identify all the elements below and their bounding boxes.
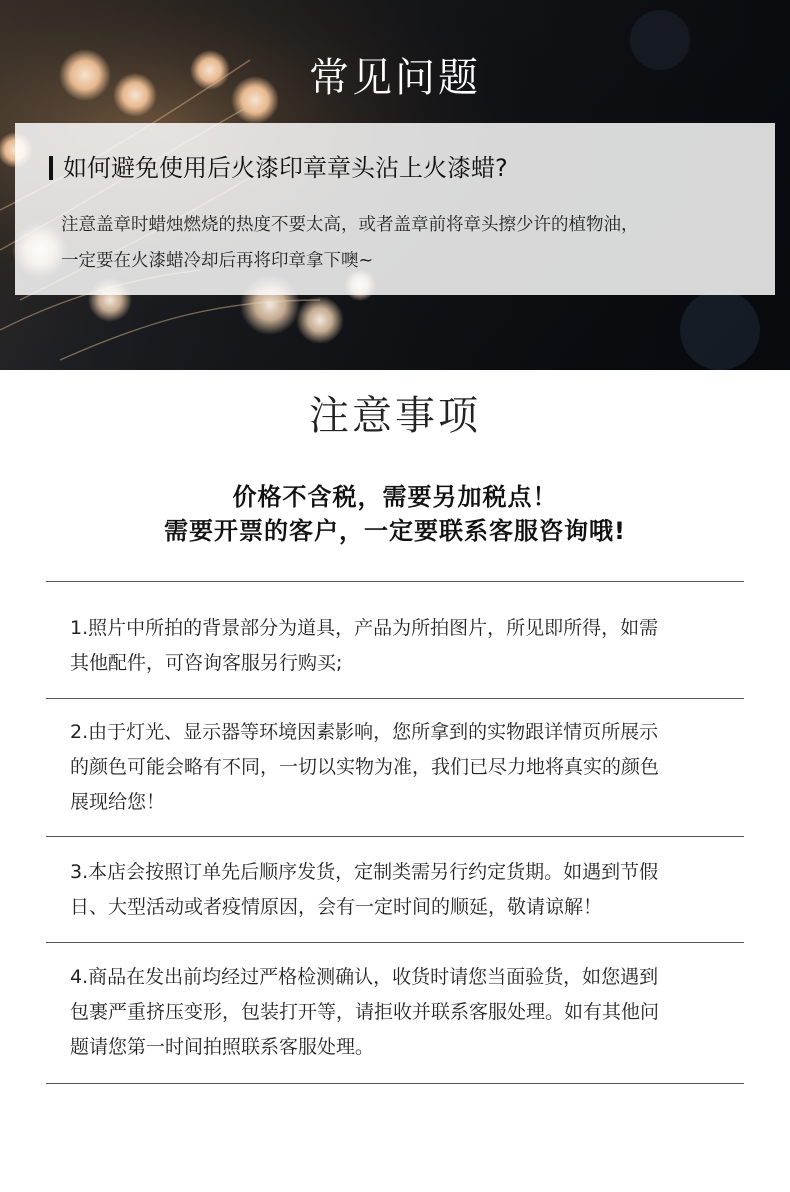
- note-item-1: [70, 611, 730, 681]
- faq-question-text: 如何避免使用后火漆印章章头沾上火漆蜡?: [63, 154, 508, 182]
- note-item-2: [70, 715, 730, 820]
- divider: [46, 942, 744, 943]
- tax-invoice-notice: [0, 480, 790, 548]
- faq-answer-line: 一定要在火漆蜡冷却后再将印章拿下噢~: [61, 251, 374, 271]
- faq-answer-line: 注意盖章时蜡烛燃烧的热度不要太高，或者盖章前将章头擦少许的植物油，: [61, 215, 639, 235]
- note-item-3: [70, 855, 730, 925]
- note-line: 1.照片中所拍的背景部分为道具，产品为所拍图片，所见即所得，如需: [70, 617, 659, 639]
- divider: [46, 1083, 744, 1084]
- faq-answer: [61, 207, 761, 279]
- question-marker-bar: [49, 156, 53, 180]
- note-item-4: [70, 960, 730, 1065]
- note-line: 题请您第一时间拍照联系客服处理。: [70, 1036, 375, 1058]
- note-line: 3.本店会按照订单先后顺序发货，定制类需另行约定货期。如遇到节假: [70, 861, 659, 883]
- note-line: 日、大型活动或者疫情原因，会有一定时间的顺延，敬请谅解！: [70, 896, 603, 918]
- note-line: 包裹严重挤压变形，包装打开等，请拒收并联系客服处理。如有其他问: [70, 1001, 660, 1023]
- note-line: 展现给您！: [70, 791, 166, 813]
- note-line: 的颜色可能会略有不同，一切以实物为准，我们已尽力地将真实的颜色: [70, 756, 660, 778]
- faq-hero-section: [0, 0, 790, 370]
- notice-line: 需要开票的客户，一定要联系客服咨询哦!: [164, 517, 626, 545]
- divider: [46, 698, 744, 699]
- faq-question: [49, 151, 749, 185]
- faq-card: [15, 123, 775, 295]
- note-line: 4.商品在发出前均经过严格检测确认，收货时请您当面验货，如您遇到: [70, 966, 659, 988]
- divider: [46, 581, 744, 582]
- notes-title: 注意事项: [309, 393, 481, 439]
- faq-title: 常见问题: [309, 55, 481, 101]
- note-line: 其他配件，可咨询客服另行购买;: [70, 652, 343, 674]
- notice-line: 价格不含税，需要另加税点！: [232, 483, 558, 511]
- divider: [46, 836, 744, 837]
- note-line: 2.由于灯光、显示器等环境因素影响，您所拿到的实物跟详情页所展示: [70, 721, 659, 743]
